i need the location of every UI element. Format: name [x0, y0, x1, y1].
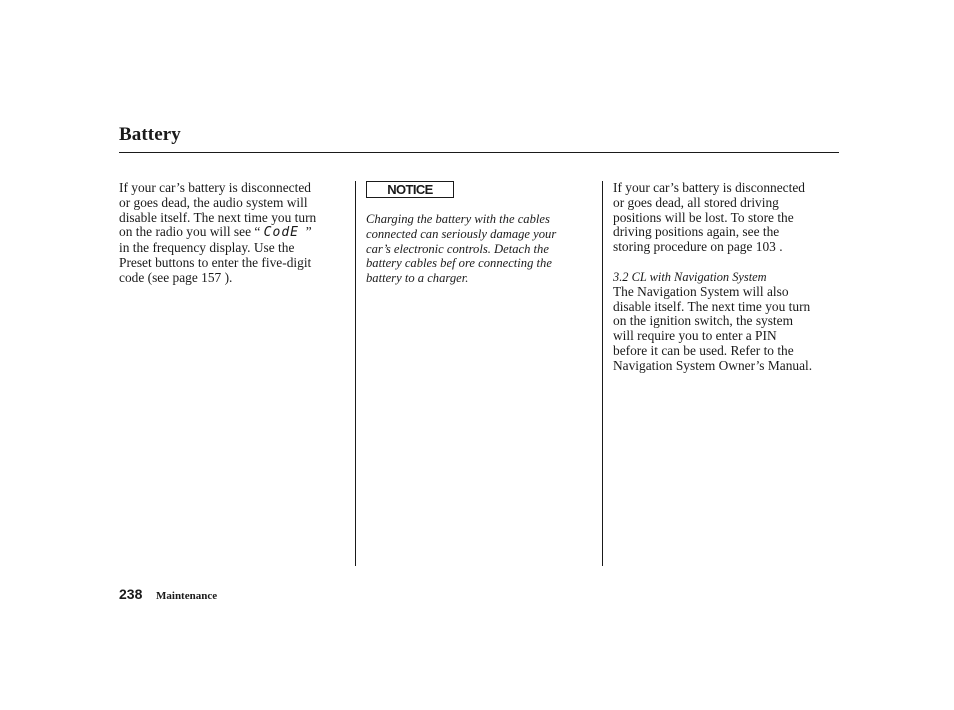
notice-line: battery cables bef ore connecting the: [366, 256, 552, 271]
notice-badge: NOTICE: [366, 181, 454, 198]
section-name: Maintenance: [156, 590, 218, 602]
page-number: 238: [119, 586, 143, 602]
column-divider-left: [355, 181, 356, 566]
text-line: disable itself. The next time you turn: [613, 298, 811, 314]
notice-body: [366, 212, 586, 286]
text-line: driving positions again, see the: [613, 224, 780, 240]
page-title: Battery: [119, 124, 181, 145]
lcd-code-display: CodE: [263, 224, 299, 241]
text-line: or goes dead, all stored driving: [613, 194, 779, 210]
text-line: If your car’s battery is disconnected: [613, 180, 805, 195]
notice-line: Charging the battery with the cables: [366, 212, 550, 226]
column-divider-right: [602, 181, 603, 566]
text-line: Navigation System Owner’s Manual.: [613, 357, 813, 373]
text-line: on the ignition switch, the system: [613, 313, 794, 329]
text-line-with-code: [119, 225, 347, 241]
right-column: [613, 181, 841, 374]
subheading: 3.2 CL with Navigation System: [613, 269, 767, 284]
text-line: If your car’s battery is disconnected: [119, 180, 311, 195]
text-line: positions will be lost. To store the: [613, 209, 794, 225]
notice-line: battery to a charger.: [366, 271, 469, 286]
navigation-paragraph: [613, 285, 841, 374]
notice-line: connected can seriously damage your: [366, 226, 557, 241]
text-fragment: on the radio you will see “: [119, 224, 261, 240]
middle-column: [366, 181, 586, 286]
text-line: will require you to enter a PIN: [613, 328, 777, 344]
left-column: [119, 181, 347, 286]
notice-line: car’s electronic controls. Detach the: [366, 241, 549, 256]
text-line: Preset buttons to enter the five-digit: [119, 254, 312, 270]
text-line: code (see page 157 ).: [119, 269, 233, 285]
title-divider: [119, 152, 839, 153]
text-line: The Navigation System will also: [613, 283, 789, 299]
close-quote: ”: [305, 224, 312, 240]
text-line: storing procedure on page 103 .: [613, 239, 783, 255]
text-line: or goes dead, the audio system will: [119, 194, 308, 210]
text-line: disable itself. The next time you turn: [119, 209, 317, 225]
text-line: before it can be used. Refer to the: [613, 342, 794, 358]
text-line: in the frequency display. Use the: [119, 240, 295, 256]
